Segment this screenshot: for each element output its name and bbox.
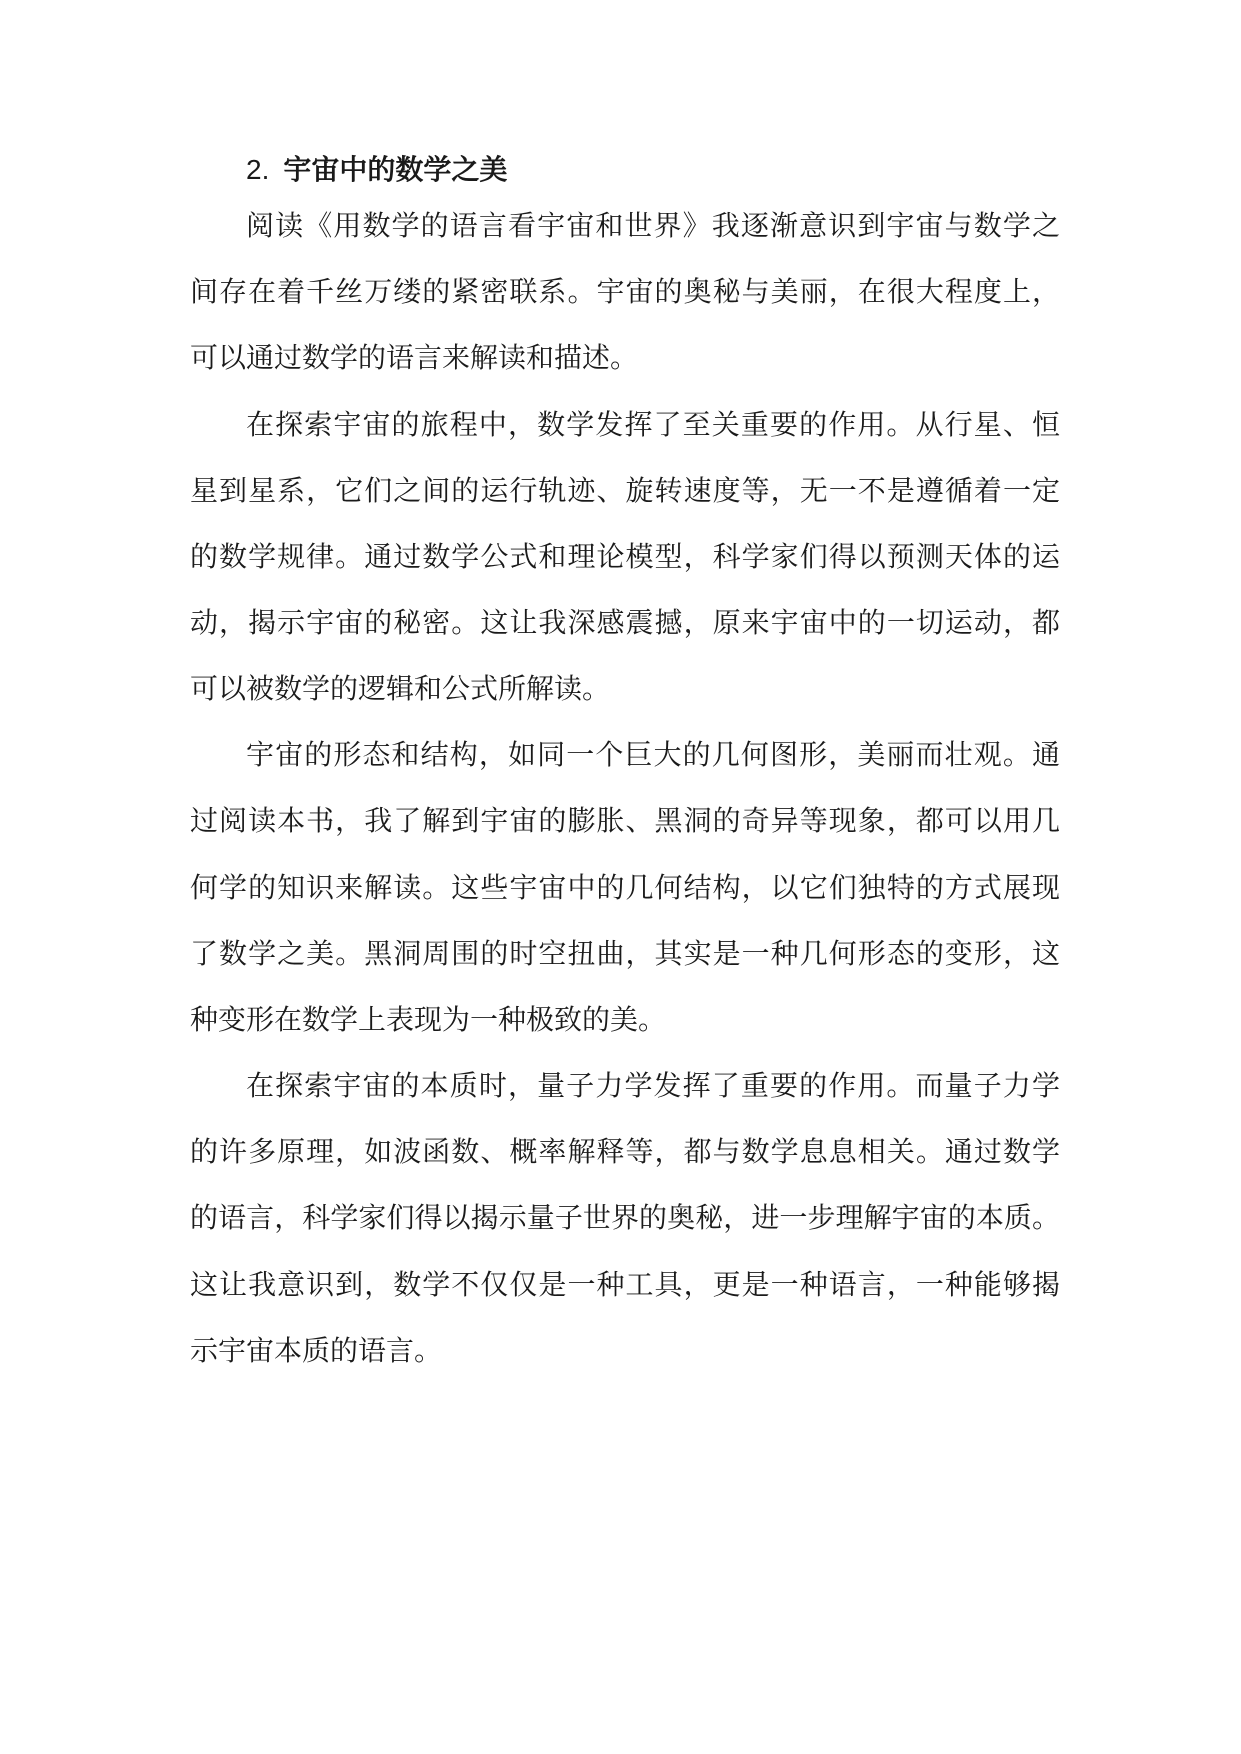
paragraph-1-line-1: 阅读《用数学的语言看宇宙和世界》我逐渐意识到宇宙与数学之 bbox=[246, 209, 1060, 242]
paragraph-3-line-3: 何学的知识来解读。这些宇宙中的几何结构，以它们独特的方式展现 bbox=[190, 871, 1060, 904]
paragraph-2-line-4: 动，揭示宇宙的秘密。这让我深感震撼，原来宇宙中的一切运动，都 bbox=[190, 606, 1060, 639]
paragraph-4-line-3: 的语言，科学家们得以揭示量子世界的奥秘，进一步理解宇宙的本质。 bbox=[190, 1201, 1060, 1234]
paragraph-3-line-4: 了数学之美。黑洞周围的时空扭曲，其实是一种几何形态的变形，这 bbox=[190, 937, 1060, 970]
paragraph-2-line-2: 星到星系，它们之间的运行轨迹、旋转速度等，无一不是遵循着一定 bbox=[190, 474, 1060, 507]
section-number: 2. bbox=[246, 154, 270, 185]
paragraph-3-line-5: 种变形在数学上表现为一种极致的美。 bbox=[190, 1003, 667, 1036]
section-heading bbox=[246, 150, 507, 190]
paragraph-2-line-5: 可以被数学的逻辑和公式所解读。 bbox=[190, 672, 611, 705]
paragraph-2-line-3: 的数学规律。通过数学公式和理论模型，科学家们得以预测天体的运 bbox=[190, 540, 1060, 573]
paragraph-1-line-3: 可以通过数学的语言来解读和描述。 bbox=[190, 341, 639, 374]
section-title: 宇宙中的数学之美 bbox=[283, 153, 508, 186]
paragraph-2-line-1: 在探索宇宙的旅程中，数学发挥了至关重要的作用。从行星、恒 bbox=[246, 408, 1060, 441]
paragraph-4-line-5: 示宇宙本质的语言。 bbox=[190, 1334, 443, 1367]
paragraph-3-line-2: 过阅读本书，我了解到宇宙的膨胀、黑洞的奇异等现象，都可以用几 bbox=[190, 804, 1060, 837]
paragraph-1-line-2: 间存在着千丝万缕的紧密联系。宇宙的奥秘与美丽，在很大程度上， bbox=[190, 275, 1060, 308]
paragraph-3-line-1: 宇宙的形态和结构，如同一个巨大的几何图形，美丽而壮观。通 bbox=[246, 738, 1060, 771]
paragraph-4-line-1: 在探索宇宙的本质时，量子力学发挥了重要的作用。而量子力学 bbox=[246, 1069, 1060, 1102]
paragraph-4-line-4: 这让我意识到，数学不仅仅是一种工具，更是一种语言，一种能够揭 bbox=[190, 1268, 1060, 1301]
paragraph-4-line-2: 的许多原理，如波函数、概率解释等，都与数学息息相关。通过数学 bbox=[190, 1135, 1060, 1168]
